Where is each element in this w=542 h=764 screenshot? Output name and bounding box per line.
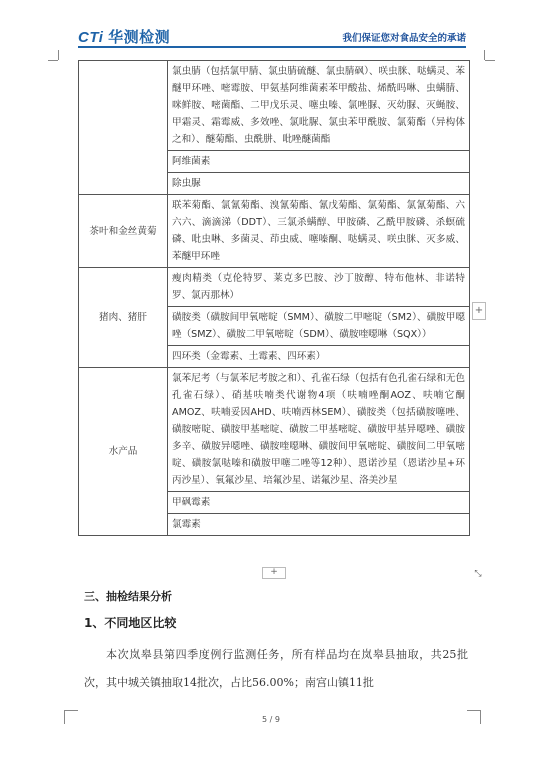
crop-mark-top-right — [485, 60, 495, 61]
item-cell: 磺胺类（磺胺间甲氧嘧啶（SMM）、磺胺二甲嘧啶（SM2）、磺胺甲噁唑（SMZ）、磺胺二甲氧嘧啶（SDM）、磺胺喹噁啉（SQX）） — [168, 307, 470, 346]
category-cell: 猪肉、猪肝 — [79, 268, 168, 368]
body-paragraph: 本次岚皋县第四季度例行监测任务，所有样品均在岚皋县抽取，共25批次，其中城关镇抽取14批次，占比56.00%；南宫山镇11批 — [84, 648, 468, 689]
test-items-table — [78, 60, 470, 536]
section-heading: 三、抽检结果分析 — [84, 590, 172, 603]
subsection-heading: 1、不同地区比较 — [84, 616, 177, 630]
crop-mark-bottom-right — [467, 710, 481, 711]
add-row-button[interactable]: + — [262, 567, 286, 579]
table-resize-handle[interactable]: ⤡ — [474, 569, 482, 579]
item-cell: 阿维菌素 — [168, 151, 470, 173]
header-slogan: 我们保证您对食品安全的承诺 — [342, 33, 466, 44]
company-logo — [78, 26, 170, 47]
item-cell: 四环类（金霉素、土霉素、四环素） — [168, 346, 470, 368]
category-cell: 茶叶和金丝黄菊 — [79, 195, 168, 268]
table-row — [79, 195, 470, 268]
table-row — [79, 368, 470, 492]
item-cell: 氯虫腈（包括氯甲腈、氯虫腈硫醚、氯虫腈砜）、咲虫脒、哒螨灵、苯醚甲环唑、嘧霉胺、甲氨基阿维菌素苯甲酸盐、烯酰吗啉、虫螨腈、咪鲜胺、嘧菌酯、二甲戊乐灵、噻虫嗪、氯唑脲、灭幼脲、灭蝇胺、甲霜灵、霜霉威、多效唑、氯吡脲、氯虫苯甲酰胺、氯菊酯（异构体之和）、醚菊酯、虫酰肼、吡唑醚菌酯 — [168, 61, 470, 151]
item-cell: 氯苯尼考（与氯苯尼考胺之和）、孔雀石绿（包括有色孔雀石绿和无色孔雀石绿）、硝基呋喃类代谢物4项（呋喃唑酮AOZ、呋喃它酮AMOZ、呋喃妥因AHD、呋喃西林SEM）、磺胺类（包括磺胺噻唑、磺胺嘧啶、磺胺甲基嘧啶、磺胺二甲基嘧啶、磺胺甲基异噁唑、磺胺多辛、磺胺异噁唑、磺胺喹噁啉、磺胺间甲氧嘧啶、磺胺间二甲氧嘧啶、磺胺氯哒嗪和磺胺甲噻二唑等12种）、恩诺沙星（恩诺沙星+环丙沙星）、氧氟沙星、培氟沙星、诺氟沙星、洛美沙星 — [168, 368, 470, 492]
page-number: 5 / 9 — [262, 715, 280, 724]
item-cell: 瘦肉精类（克伦特罗、莱克多巴胺、沙丁胺醇、特布他林、非诺特罗、氯丙那林） — [168, 268, 470, 307]
category-cell: 水产品 — [79, 368, 168, 536]
header-divider — [78, 46, 466, 48]
logo-cti-text: CTi — [78, 29, 104, 46]
crop-mark-top-right — [484, 50, 485, 60]
item-cell: 氯霉素 — [168, 514, 470, 536]
item-cell: 联苯菊酯、氯氰菊酯、溴氰菊酯、氰戊菊酯、氯菊酯、氯氰菊酯、六六六、滴滴涕（DDT）、三氯杀螨醇、甲胺磷、乙酰甲胺磷、杀螟硫磷、吡虫啉、多菌灵、茚虫威、噻嗪酮、哒螨灵、咲虫脒、灭多威、苯醚甲环唑 — [168, 195, 470, 268]
item-cell: 除虫脲 — [168, 173, 470, 195]
table-row — [79, 61, 470, 151]
page-header — [78, 24, 466, 48]
logo-company-name: 华测检测 — [108, 29, 171, 46]
category-cell — [79, 61, 168, 195]
item-cell: 甲砜霉素 — [168, 492, 470, 514]
add-column-button[interactable]: + — [472, 302, 486, 320]
crop-mark-bottom-left — [64, 710, 78, 711]
crop-mark-top-left — [48, 60, 58, 61]
crop-mark-top-left — [58, 50, 59, 60]
table-row — [79, 268, 470, 307]
